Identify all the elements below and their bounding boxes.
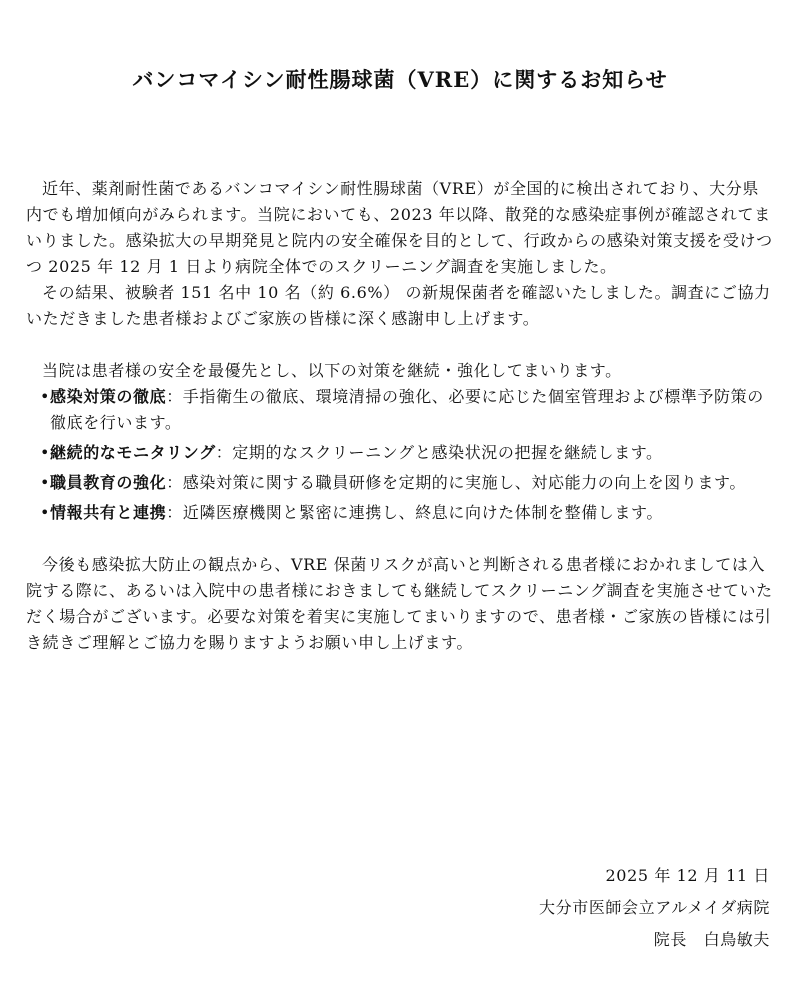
bullet-icon: •: [40, 387, 51, 406]
closing-paragraph: 今後も感染拡大防止の観点から、VRE 保菌リスクが高いと判断される患者様におかれましては入院する際に、あるいは入院中の患者様におきましても継続してスクリーニング調査を実施させていただく場合がございます。必要な対策を着実に実施してまいりますので、患者様・ご家族の皆様には引き続きご理解とご協力を賜りますようお願い申し上げます。: [26, 555, 773, 652]
measure-term: 感染対策の徹底: [50, 387, 167, 406]
signature-block: [539, 860, 770, 956]
measure-text: ：定期的なスクリーニングと感染状況の把握を継続します。: [215, 443, 663, 462]
list-item: [26, 500, 774, 526]
intro-paragraph: 近年、薬剤耐性菌であるバンコマイシン耐性腸球菌（VRE）が全国的に検出されており、大分県内でも増加傾向がみられます。当院においても、2023 年以降、散発的な感染症事例が確認されてまいりました。感染拡大の早期発見と院内の安全確保を目的として、行政からの感染対策支援を受けつつ 2025 年 12 月 1 日より病院全体でのスクリーニング調査を実施しました。: [26, 179, 773, 276]
measure-term: 職員教育の強化: [50, 473, 167, 492]
document-title: バンコマイシン耐性腸球菌（VRE）に関するお知らせ: [132, 67, 668, 92]
bullet-icon: •: [40, 443, 51, 462]
results-paragraph: その結果、被験者 151 名中 10 名（約 6.6%） の新規保菌者を確認いたしました。調査にご協力いただきました患者様およびご家族の皆様に深く感謝申し上げます。: [26, 283, 771, 328]
list-item: [26, 384, 774, 436]
measure-text: ：感染対策に関する職員研修を定期的に実施し、対応能力の向上を図ります。: [166, 473, 746, 492]
document-body: [26, 176, 774, 656]
measure-text: ：近隣医療機関と緊密に連携し、終息に向けた体制を整備します。: [166, 503, 663, 522]
measure-term: 継続的なモニタリング: [50, 443, 216, 462]
signature-organization: 大分市医師会立アルメイダ病院: [539, 898, 770, 917]
signature-author: 院長 白鳥敏夫: [653, 930, 770, 949]
signature-date: 2025 年 12 月 11 日: [605, 866, 770, 885]
bullet-icon: •: [40, 503, 51, 522]
measure-term: 情報共有と連携: [50, 503, 167, 522]
bullet-icon: •: [40, 473, 51, 492]
list-item: [26, 440, 774, 466]
list-item: [26, 470, 774, 496]
measure-text: ：手指衛生の徹底、環境清掃の強化、必要に応じた個室管理および標準予防策の徹底を行います。: [50, 387, 764, 432]
measures-intro-paragraph: 当院は患者様の安全を最優先とし、以下の対策を継続・強化してまいります。: [42, 361, 622, 380]
measures-list: [26, 384, 774, 526]
